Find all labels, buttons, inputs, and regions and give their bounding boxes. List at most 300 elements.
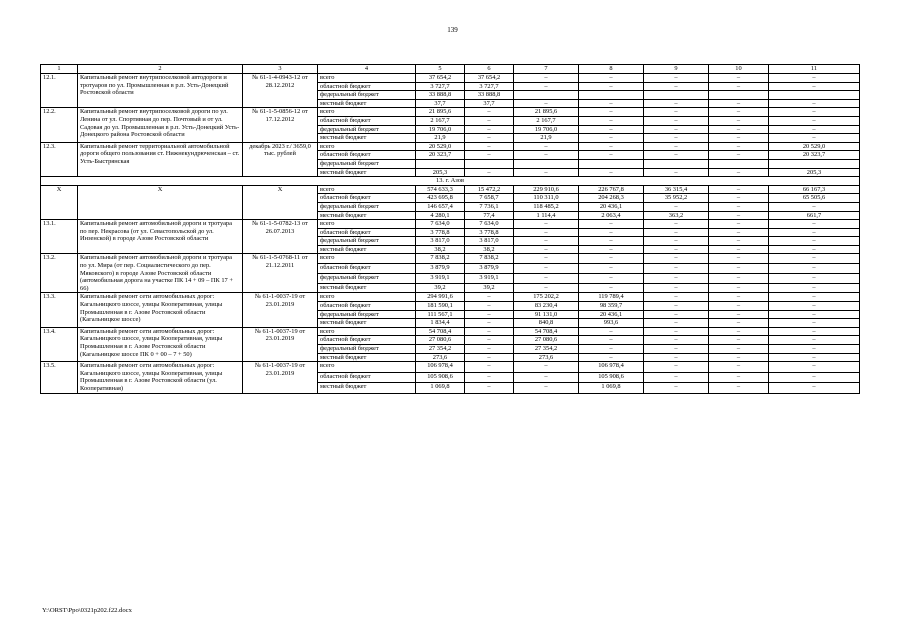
value-cell: 175 202,2 [514, 293, 579, 302]
value-cell: – [709, 310, 769, 319]
value-cell: – [465, 345, 514, 354]
funding-source-label: всего [318, 142, 416, 151]
item-number: 13.3. [41, 293, 78, 327]
column-header: 4 [318, 65, 416, 74]
value-cell: – [709, 336, 769, 345]
value-cell: – [644, 202, 709, 211]
value-cell: – [465, 310, 514, 319]
value-cell [465, 159, 514, 168]
funding-source-label: областной бюджет [318, 151, 416, 160]
value-cell [579, 91, 644, 100]
funding-source-label: всего [318, 327, 416, 336]
value-cell: 3 778,8 [416, 228, 465, 237]
value-cell: – [709, 168, 769, 177]
value-cell: – [514, 142, 579, 151]
value-cell: – [644, 319, 709, 328]
value-cell: – [579, 151, 644, 160]
value-cell: 204 268,3 [579, 194, 644, 203]
value-cell: – [579, 237, 644, 246]
value-cell: – [579, 134, 644, 143]
page-number: 139 [447, 26, 458, 34]
value-cell [416, 159, 465, 168]
value-cell: – [644, 293, 709, 302]
value-cell: 7 838,2 [416, 254, 465, 264]
value-cell: 273,6 [514, 353, 579, 362]
value-cell: – [709, 125, 769, 134]
value-cell: – [644, 254, 709, 264]
value-cell: 37,7 [416, 99, 465, 108]
value-cell: – [644, 273, 709, 283]
value-cell [644, 91, 709, 100]
value-cell: – [579, 283, 644, 293]
value-cell: – [465, 353, 514, 362]
value-cell: 83 230,4 [514, 302, 579, 311]
value-cell: 36 315,4 [644, 185, 709, 194]
value-cell: 1 834,4 [416, 319, 465, 328]
value-cell: – [579, 168, 644, 177]
value-cell: 3 919,1 [465, 273, 514, 283]
funding-source-label: всего [318, 362, 416, 372]
item-document: № 61-1-5-0782-13 от 26.07.2013 [243, 220, 318, 254]
value-cell: – [644, 372, 709, 382]
value-cell: – [579, 353, 644, 362]
value-cell: – [769, 245, 860, 254]
item-document: № 61-1-5-0768-11 от 21.12.2011 [243, 254, 318, 293]
value-cell: 37 654,2 [465, 74, 514, 83]
value-cell: 105 908,6 [416, 372, 465, 382]
value-cell: 54 708,4 [416, 327, 465, 336]
value-cell: – [579, 108, 644, 117]
value-cell: – [514, 99, 579, 108]
value-cell: – [709, 194, 769, 203]
value-cell [579, 159, 644, 168]
value-cell: – [709, 116, 769, 125]
value-cell: 110 311,0 [514, 194, 579, 203]
value-cell: – [709, 327, 769, 336]
value-cell: 205,3 [769, 168, 860, 177]
value-cell: – [644, 362, 709, 372]
value-cell: 27 354,2 [514, 345, 579, 354]
value-cell: – [709, 220, 769, 229]
value-cell: – [709, 383, 769, 393]
value-cell: 39,2 [416, 283, 465, 293]
table-row [41, 362, 860, 372]
column-header: 5 [416, 65, 465, 74]
table-row [41, 327, 860, 336]
value-cell: – [579, 74, 644, 83]
value-cell: – [465, 142, 514, 151]
value-cell: – [514, 74, 579, 83]
budget-table [40, 64, 860, 394]
value-cell: 840,8 [514, 319, 579, 328]
value-cell: 294 991,6 [416, 293, 465, 302]
value-cell: – [709, 74, 769, 83]
value-cell: – [465, 319, 514, 328]
column-header: 9 [644, 65, 709, 74]
value-cell: – [709, 245, 769, 254]
value-cell: 226 767,8 [579, 185, 644, 194]
value-cell: 65 505,6 [769, 194, 860, 203]
value-cell: – [644, 345, 709, 354]
value-cell: 20 323,7 [769, 151, 860, 160]
value-cell: 21,9 [416, 134, 465, 143]
value-cell: 118 485,2 [514, 202, 579, 211]
value-cell: – [709, 211, 769, 220]
value-cell: – [465, 125, 514, 134]
value-cell: – [514, 273, 579, 283]
value-cell: 181 590,1 [416, 302, 465, 311]
value-cell: – [465, 168, 514, 177]
value-cell: – [465, 372, 514, 382]
value-cell: – [709, 302, 769, 311]
funding-source-label: местный бюджет [318, 211, 416, 220]
value-cell: 21 895,6 [514, 108, 579, 117]
value-cell: 3 727,7 [416, 82, 465, 91]
value-cell: 229 910,6 [514, 185, 579, 194]
value-cell: – [579, 273, 644, 283]
value-cell: 21 895,6 [416, 108, 465, 117]
column-header: 2 [78, 65, 243, 74]
value-cell: 3 817,0 [416, 237, 465, 246]
funding-source-label: всего [318, 108, 416, 117]
value-cell: 15 472,2 [465, 185, 514, 194]
item-name: Капитальный ремонт внутрипоселковой дороги по ул. Ленина от ул. Спортивная до пер. Почтовый и от ул. Садовая до ул. Промышленная в р.п. Усть-Донецкий Усть-Донецкого района Ростовской области [78, 108, 243, 142]
value-cell: 146 657,4 [416, 202, 465, 211]
value-cell: – [465, 134, 514, 143]
value-cell [709, 91, 769, 100]
value-cell: – [579, 82, 644, 91]
value-cell: – [579, 228, 644, 237]
value-cell: – [644, 125, 709, 134]
value-cell: – [709, 353, 769, 362]
item-number: Х [41, 185, 78, 219]
column-header: 1 [41, 65, 78, 74]
value-cell: – [644, 82, 709, 91]
value-cell: 3 727,7 [465, 82, 514, 91]
funding-source-label: местный бюджет [318, 99, 416, 108]
value-cell: – [769, 336, 860, 345]
value-cell: 20 436,1 [579, 202, 644, 211]
value-cell: – [709, 362, 769, 372]
value-cell: 661,7 [769, 211, 860, 220]
value-cell: 39,2 [465, 283, 514, 293]
item-document: № 61-1-4-0943-12 от 28.12.2012 [243, 74, 318, 108]
value-cell: – [465, 108, 514, 117]
column-header: 6 [465, 65, 514, 74]
funding-source-label: местный бюджет [318, 319, 416, 328]
value-cell: 33 888,8 [465, 91, 514, 100]
value-cell: – [709, 202, 769, 211]
value-cell: – [769, 134, 860, 143]
value-cell: 1 114,4 [514, 211, 579, 220]
value-cell: – [769, 74, 860, 83]
value-cell: – [644, 383, 709, 393]
value-cell: – [769, 264, 860, 274]
value-cell: – [769, 302, 860, 311]
funding-source-label: областной бюджет [318, 228, 416, 237]
table-row [41, 220, 860, 229]
column-header: 8 [579, 65, 644, 74]
item-name: Капитальный ремонт сети автомобильных дорог: Кагальницкого шоссе, улицы Кооперативная, улицы Промышленная в г. Азове Ростовской области (Кагальницкое шоссе ПК 0 + 00 – 7 + 50) [78, 327, 243, 361]
value-cell: 2 167,7 [416, 116, 465, 125]
value-cell: – [709, 283, 769, 293]
value-cell: 7 736,1 [465, 202, 514, 211]
value-cell: 37,7 [465, 99, 514, 108]
value-cell: – [514, 82, 579, 91]
value-cell: – [644, 220, 709, 229]
table-row [41, 74, 860, 83]
value-cell: – [644, 142, 709, 151]
value-cell: – [514, 362, 579, 372]
value-cell: 119 789,4 [579, 293, 644, 302]
funding-source-label: областной бюджет [318, 82, 416, 91]
value-cell: – [514, 264, 579, 274]
value-cell: – [465, 383, 514, 393]
value-cell: – [769, 327, 860, 336]
value-cell: 54 708,4 [514, 327, 579, 336]
value-cell: – [709, 372, 769, 382]
value-cell [769, 91, 860, 100]
value-cell: – [465, 302, 514, 311]
value-cell: – [709, 108, 769, 117]
value-cell: – [644, 310, 709, 319]
value-cell: 105 908,6 [579, 372, 644, 382]
column-header: 3 [243, 65, 318, 74]
value-cell: – [644, 168, 709, 177]
value-cell: – [644, 245, 709, 254]
value-cell: – [769, 273, 860, 283]
value-cell: 111 567,1 [416, 310, 465, 319]
funding-source-label: всего [318, 293, 416, 302]
value-cell: – [709, 142, 769, 151]
value-cell: – [769, 353, 860, 362]
table-row [41, 185, 860, 194]
value-cell: – [769, 383, 860, 393]
value-cell: – [644, 74, 709, 83]
value-cell: 33 888,8 [416, 91, 465, 100]
value-cell: – [709, 273, 769, 283]
value-cell: – [579, 220, 644, 229]
funding-source-label: федеральный бюджет [318, 345, 416, 354]
value-cell: – [644, 99, 709, 108]
value-cell: – [769, 220, 860, 229]
value-cell: – [579, 99, 644, 108]
value-cell: 2 167,7 [514, 116, 579, 125]
funding-source-label: областной бюджет [318, 194, 416, 203]
value-cell: – [709, 237, 769, 246]
value-cell: – [514, 237, 579, 246]
value-cell: 3 778,8 [465, 228, 514, 237]
item-number: 13.5. [41, 362, 78, 393]
item-document: Х [243, 185, 318, 219]
value-cell: 205,3 [416, 168, 465, 177]
value-cell: – [769, 293, 860, 302]
value-cell: 3 879,9 [465, 264, 514, 274]
item-name: Капитальный ремонт сети автомобильных дорог: Кагальницкого шоссе, улицы Кооперативная, улицы Промышленная в г. Азове Ростовской области (ул. Кооперативная) [78, 362, 243, 393]
value-cell: 7 634,0 [416, 220, 465, 229]
item-document: декабрь 2023 г./ 3659,0 тыс. рублей [243, 142, 318, 176]
item-document: № 61-1-0037-19 от 23.01.2019 [243, 362, 318, 393]
value-cell [514, 91, 579, 100]
item-name: Капитальный ремонт автомобильной дороги и тротуара по ул. Мира (от пер. Социалистического до пер. Мяковского) в городе Азове Ростовской области (автомобильная дорога на участке ПК 14 + 09 – ПК 17 + 66) [78, 254, 243, 293]
value-cell: – [514, 220, 579, 229]
value-cell: – [769, 362, 860, 372]
item-document: № 61-1-0037-19 от 23.01.2019 [243, 293, 318, 327]
value-cell: – [514, 151, 579, 160]
item-name: Х [78, 185, 243, 219]
column-header: 10 [709, 65, 769, 74]
funding-source-label: федеральный бюджет [318, 202, 416, 211]
header-row [41, 65, 860, 74]
value-cell: – [644, 151, 709, 160]
value-cell: 2 063,4 [579, 211, 644, 220]
value-cell: – [579, 264, 644, 274]
value-cell: – [514, 372, 579, 382]
funding-source-label: местный бюджет [318, 168, 416, 177]
value-cell: – [769, 228, 860, 237]
value-cell: 27 080,6 [416, 336, 465, 345]
value-cell: – [709, 99, 769, 108]
value-cell: – [769, 202, 860, 211]
value-cell: – [514, 228, 579, 237]
table-row [41, 254, 860, 264]
funding-source-label: федеральный бюджет [318, 273, 416, 283]
value-cell: 27 080,6 [514, 336, 579, 345]
value-cell: – [579, 125, 644, 134]
value-cell: – [644, 228, 709, 237]
value-cell: 1 069,8 [416, 383, 465, 393]
funding-source-label: всего [318, 185, 416, 194]
value-cell: 3 879,9 [416, 264, 465, 274]
item-name: Капитальный ремонт территориальной автомобильной дороги общего пользования ст. Нижнекундрюченская – ст. Усть-Быстрянская [78, 142, 243, 176]
value-cell: 27 354,2 [416, 345, 465, 354]
value-cell: – [709, 228, 769, 237]
value-cell: – [769, 310, 860, 319]
value-cell: – [709, 254, 769, 264]
funding-source-label: федеральный бюджет [318, 310, 416, 319]
value-cell: – [709, 82, 769, 91]
value-cell: – [769, 237, 860, 246]
item-number: 12.1. [41, 74, 78, 108]
value-cell: 7 658,7 [465, 194, 514, 203]
value-cell: 37 654,2 [416, 74, 465, 83]
value-cell: – [769, 108, 860, 117]
table-row [41, 142, 860, 151]
section-title: 13. г. Азов [41, 177, 860, 186]
value-cell: – [514, 254, 579, 264]
item-name: Капитальный ремонт автомобильной дороги и тротуара по пер. Некрасова (от ул. Севастопольской до ул. Инзенской) в городе Азове Ростовской области [78, 220, 243, 254]
funding-source-label: всего [318, 254, 416, 264]
column-header: 11 [769, 65, 860, 74]
value-cell: – [709, 264, 769, 274]
value-cell: 77,4 [465, 211, 514, 220]
funding-source-label: федеральный бюджет [318, 91, 416, 100]
value-cell: 20 436,1 [579, 310, 644, 319]
value-cell: – [769, 125, 860, 134]
value-cell: – [465, 116, 514, 125]
value-cell: 38,2 [465, 245, 514, 254]
table-row [41, 108, 860, 117]
funding-source-label: областной бюджет [318, 116, 416, 125]
value-cell: – [644, 302, 709, 311]
value-cell: – [709, 345, 769, 354]
item-number: 12.2. [41, 108, 78, 142]
value-cell: – [644, 108, 709, 117]
value-cell: – [644, 264, 709, 274]
item-document: № 61-1-5-0856-12 от 17.12.2012 [243, 108, 318, 142]
funding-source-label: федеральный бюджет [318, 159, 416, 168]
value-cell: – [579, 142, 644, 151]
item-name: Капитальный ремонт внутрипоселковой автодороги и тротуаров по ул. Промышленная в р.п. Усть-Донецкий Ростовской области [78, 74, 243, 108]
value-cell: 20 529,0 [416, 142, 465, 151]
funding-source-label: областной бюджет [318, 264, 416, 274]
value-cell: – [644, 327, 709, 336]
value-cell: – [579, 327, 644, 336]
value-cell: – [514, 383, 579, 393]
funding-source-label: областной бюджет [318, 302, 416, 311]
funding-source-label: областной бюджет [318, 336, 416, 345]
value-cell: – [579, 336, 644, 345]
value-cell: 574 633,3 [416, 185, 465, 194]
item-number: 12.3. [41, 142, 78, 176]
value-cell: 91 131,0 [514, 310, 579, 319]
value-cell: – [709, 185, 769, 194]
value-cell: – [769, 254, 860, 264]
funding-source-label: местный бюджет [318, 245, 416, 254]
item-number: 13.4. [41, 327, 78, 361]
value-cell: – [579, 116, 644, 125]
value-cell: – [579, 345, 644, 354]
value-cell: 66 167,3 [769, 185, 860, 194]
value-cell: 106 978,4 [416, 362, 465, 372]
value-cell: 98 359,7 [579, 302, 644, 311]
item-name: Капитальный ремонт сети автомобильных дорог: Кагальницкого шоссе, улицы Кооперативная, улицы Промышленная в г. Азове Ростовской области (Кагальницкое шоссе) [78, 293, 243, 327]
footer-file-path: Y:\ORST\Ppo\0321p202.f22.docx [42, 607, 132, 614]
value-cell: 19 706,0 [416, 125, 465, 134]
funding-source-label: местный бюджет [318, 283, 416, 293]
value-cell: – [644, 353, 709, 362]
value-cell: – [709, 293, 769, 302]
value-cell: – [644, 237, 709, 246]
funding-source-label: всего [318, 220, 416, 229]
section-row [41, 177, 860, 186]
value-cell: 20 529,0 [769, 142, 860, 151]
value-cell: – [769, 283, 860, 293]
value-cell: 3 817,0 [465, 237, 514, 246]
funding-source-label: всего [318, 74, 416, 83]
value-cell [514, 159, 579, 168]
value-cell: 4 280,1 [416, 211, 465, 220]
value-cell: – [644, 336, 709, 345]
table-row [41, 293, 860, 302]
value-cell: – [579, 245, 644, 254]
value-cell: 106 978,4 [579, 362, 644, 372]
value-cell: – [769, 82, 860, 91]
value-cell: 7 634,0 [465, 220, 514, 229]
value-cell: – [514, 283, 579, 293]
value-cell: 273,6 [416, 353, 465, 362]
value-cell: – [644, 134, 709, 143]
funding-source-label: местный бюджет [318, 134, 416, 143]
funding-source-label: федеральный бюджет [318, 237, 416, 246]
value-cell: – [579, 254, 644, 264]
value-cell: – [465, 293, 514, 302]
funding-source-label: федеральный бюджет [318, 125, 416, 134]
value-cell: 21,9 [514, 134, 579, 143]
funding-source-label: местный бюджет [318, 353, 416, 362]
value-cell [644, 159, 709, 168]
value-cell: 7 838,2 [465, 254, 514, 264]
